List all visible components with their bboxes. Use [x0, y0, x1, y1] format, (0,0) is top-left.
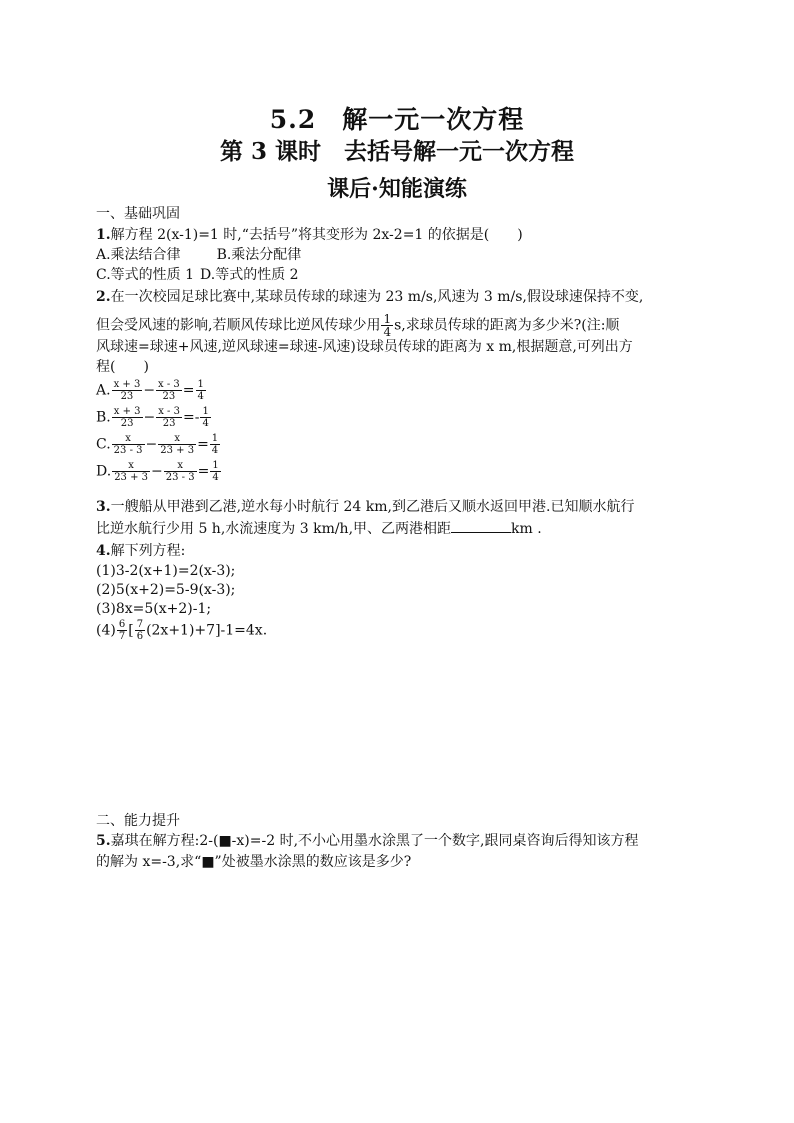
question-2-text-2a: 但会受风速的影响,若顺风传球比逆风传球少用	[96, 317, 381, 334]
question-3-text-2b: km .	[511, 521, 542, 537]
question-1-options-row2	[96, 266, 299, 284]
option-fraction-2: $\frac{x - 3}{23}$	[158, 406, 180, 429]
question-4-part-4: (4) $\frac{6}{7}$ [ $\frac{7}{6}$ (2x+1)+7]-1=4x.	[96, 619, 268, 642]
lesson-title: 第 3 课时 去括号解一元一次方程	[219, 138, 575, 165]
question-4-stem	[96, 542, 185, 560]
question-2-number: 2.	[96, 289, 111, 305]
section-advanced-heading: 二、能力提升	[96, 813, 180, 829]
question-1-option-b: B.乘法分配律	[216, 247, 302, 263]
option-fraction-result: $\frac{1}{4}$	[211, 433, 219, 456]
option-fraction-result: $\frac{1}{4}$	[202, 406, 209, 429]
question-5-text-1: 嘉琪在解方程:2-(■-x)=-2 时,不小心用墨水涂黑了一个数字,跟同桌咨询后得知该方程	[110, 833, 639, 849]
fraction-seven-sixths: $\frac{7}{6}$	[136, 619, 144, 642]
option-fraction-result: $\frac{1}{4}$	[197, 379, 204, 402]
fraction-six-sevenths: $\frac{6}{7}$	[118, 619, 126, 642]
option-fraction-1: $\frac{x + 3}{23}$	[113, 379, 141, 402]
question-5-line-2: 的解为 x=-3,求“■”处被墨水涂黑的数应该是多少?	[96, 854, 412, 870]
question-1-option-d: D.等式的性质 2	[200, 267, 299, 283]
question-1-option-c: C.等式的性质 1	[96, 267, 195, 283]
option-fraction-2: $\frac{x}{23 - 3}$	[165, 460, 195, 483]
option-fraction-1: $\frac{x}{23 + 3}$	[114, 460, 149, 483]
question-3-number: 3.	[96, 499, 111, 515]
question-3-line-1	[96, 498, 634, 516]
question-4-part-4-rest: (2x+1)+7]-1=4x.	[146, 622, 268, 639]
question-2-option-b: B. $\frac{x + 3}{23}$ − $\frac{x - 3}{23}$ =- $\frac{1}{4}$	[96, 406, 209, 429]
question-2-text-1: 在一次校园足球比赛中,某球员传球的球速为 23 m/s,风速为 3 m/s,假设球速保持不变,	[110, 289, 644, 305]
fraction-quarter: $\frac{1}{4}$	[383, 312, 392, 339]
section-title: 5.2 解一元一次方程	[269, 105, 525, 134]
section-basic-heading: 一、基础巩固	[96, 206, 180, 222]
exercise-title: 课后·知能演练	[327, 176, 467, 202]
option-fraction-result: $\frac{1}{4}$	[212, 460, 219, 483]
question-4-part-3: (3)8x=5(x+2)-1;	[96, 601, 212, 617]
option-fraction-1: $\frac{x + 3}{23}$	[113, 406, 141, 429]
question-4-text: 解下列方程:	[110, 543, 186, 559]
question-2-line-1	[96, 288, 643, 306]
question-2-line-4: 程( )	[96, 359, 149, 375]
question-3-text-1: 一艘船从甲港到乙港,逆水每小时航行 24 km,到乙港后又顺水返回甲港.已知顺水航行	[110, 499, 635, 515]
question-3-line-2	[96, 520, 542, 538]
question-3-text-2a: 比逆水航行少用 5 h,水流速度为 3 km/h,甲、乙两港相距	[96, 521, 452, 537]
question-5-number: 5.	[96, 833, 111, 849]
question-2-text-2b: s,求球员传球的距离为多少米?(注:顺	[394, 317, 620, 334]
question-2-option-c: C. $\frac{x}{23 - 3}$ − $\frac{x}{23 + 3}$ = $\frac{1}{4}$	[96, 433, 219, 456]
question-2-option-d: D. $\frac{x}{23 + 3}$ − $\frac{x}{23 - 3}$ = $\frac{1}{4}$	[96, 460, 219, 483]
question-4-part-1: (1)3-2(x+1)=2(x-3);	[96, 563, 236, 579]
question-2-option-a: A. $\frac{x + 3}{23}$ − $\frac{x - 3}{23}$ = $\frac{1}{4}$	[96, 379, 204, 402]
question-4-number: 4.	[96, 543, 111, 559]
question-2-line-2	[96, 313, 619, 338]
option-fraction-2: $\frac{x - 3}{23}$	[158, 379, 180, 402]
question-1-options-row1	[96, 246, 301, 264]
option-fraction-1: $\frac{x}{23 - 3}$	[113, 433, 143, 456]
question-1-number: 1.	[96, 227, 111, 243]
answer-blank[interactable]	[451, 520, 511, 533]
question-1-stem	[96, 226, 523, 244]
question-5-line-1	[96, 832, 638, 850]
question-2-line-3: 风球速=球速+风速,逆风球速=球速-风速)设球员传球的距离为 x m,根据题意,可列出方	[96, 339, 633, 355]
question-1-text: 解方程 2(x-1)=1 时,“去括号”将其变形为 2x-2=1 的依据是( )	[110, 227, 523, 243]
question-1-option-a: A.乘法结合律	[96, 247, 181, 263]
question-4-part-2: (2)5(x+2)=5-9(x-3);	[96, 582, 236, 598]
question-4-part-4-label: (4)	[96, 622, 116, 639]
option-fraction-2: $\frac{x}{23 + 3}$	[160, 433, 195, 456]
